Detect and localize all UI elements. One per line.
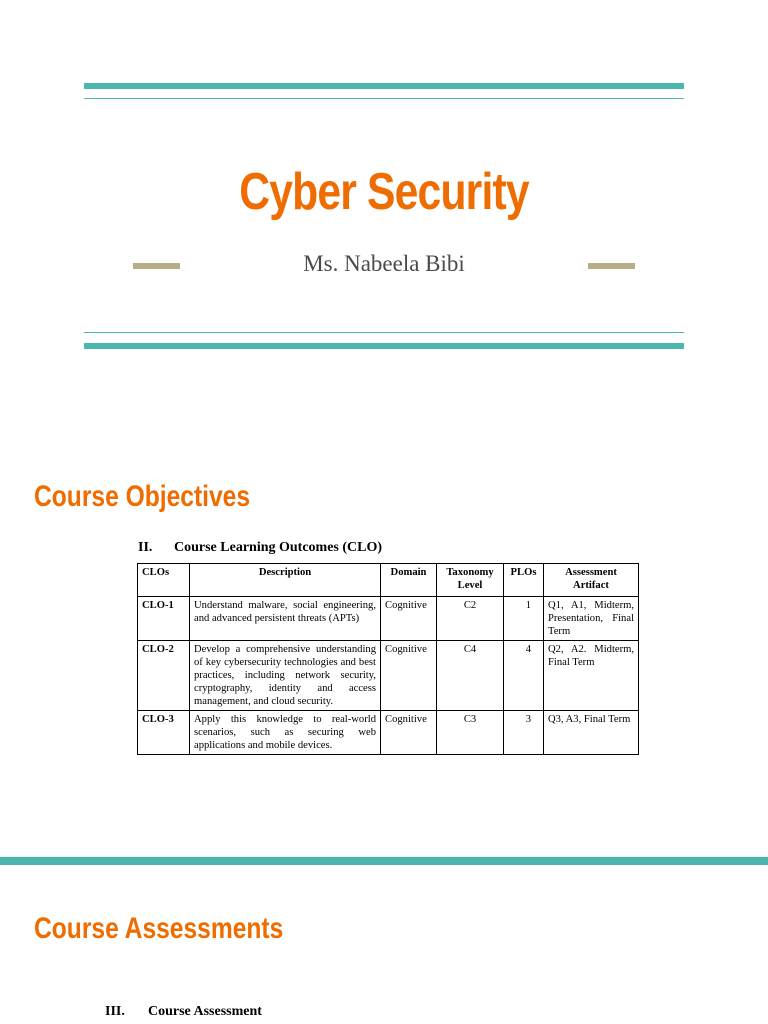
course-assessment-subheading xyxy=(105,1004,262,1020)
col-header-clos: CLOs xyxy=(138,564,190,597)
clo-id: CLO-2 xyxy=(138,641,190,711)
clo-plos: 3 xyxy=(504,711,544,755)
presentation-title: Cyber Security xyxy=(239,163,529,221)
clo-domain: Cognitive xyxy=(381,711,437,755)
clo-section-title: Course Learning Outcomes (CLO) xyxy=(174,540,383,555)
clo-id: CLO-3 xyxy=(138,711,190,755)
clo-table-header-row xyxy=(138,564,639,597)
col-header-taxonomy-level: Taxonomy Level xyxy=(437,564,504,597)
right-title-ornament xyxy=(588,263,635,269)
clo-description: Understand malware, social engineering, and advanced persistent threats (APTs) xyxy=(190,597,381,641)
top-thick-rule xyxy=(84,83,684,89)
clo-table xyxy=(137,563,639,755)
clo-section-number: II. xyxy=(138,540,153,555)
clo-description: Develop a comprehensive understanding of key cybersecurity technologies and best practices, including network security, cryptography, identity and access management, and cloud security. xyxy=(190,641,381,711)
clo-artifact: Q3, A3, Final Term xyxy=(544,711,639,755)
clo-taxonomy: C2 xyxy=(437,597,504,641)
assessment-section-title: Course Assessment xyxy=(148,1004,262,1019)
clo-section-heading xyxy=(138,540,382,556)
course-objectives-heading: Course Objectives xyxy=(34,480,251,513)
col-header-description: Description xyxy=(190,564,381,597)
author-name: Ms. Nabeela Bibi xyxy=(303,251,465,276)
table-row xyxy=(138,711,639,755)
col-header-domain: Domain xyxy=(381,564,437,597)
clo-id: CLO-1 xyxy=(138,597,190,641)
top-thin-rule xyxy=(84,98,684,99)
clo-plos: 4 xyxy=(504,641,544,711)
table-row xyxy=(138,597,639,641)
col-header-assessment-artifact: Assessment Artifact xyxy=(544,564,639,597)
clo-taxonomy: C4 xyxy=(437,641,504,711)
assessment-section-number: III. xyxy=(105,1004,125,1019)
clo-taxonomy: C3 xyxy=(437,711,504,755)
clo-domain: Cognitive xyxy=(381,641,437,711)
clo-artifact: Q1, A1, Midterm, Presentation, Final Term xyxy=(544,597,639,641)
table-row xyxy=(138,641,639,711)
col-header-plos: PLOs xyxy=(504,564,544,597)
section-divider xyxy=(0,857,768,865)
bottom-thick-rule xyxy=(84,343,684,349)
clo-description: Apply this knowledge to real-world scenarios, such as securing web applications and mobile devices. xyxy=(190,711,381,755)
clo-domain: Cognitive xyxy=(381,597,437,641)
bottom-thin-rule xyxy=(84,332,684,333)
course-assessments-heading: Course Assessments xyxy=(34,912,284,945)
clo-plos: 1 xyxy=(504,597,544,641)
clo-artifact: Q2, A2. Midterm, Final Term xyxy=(544,641,639,711)
